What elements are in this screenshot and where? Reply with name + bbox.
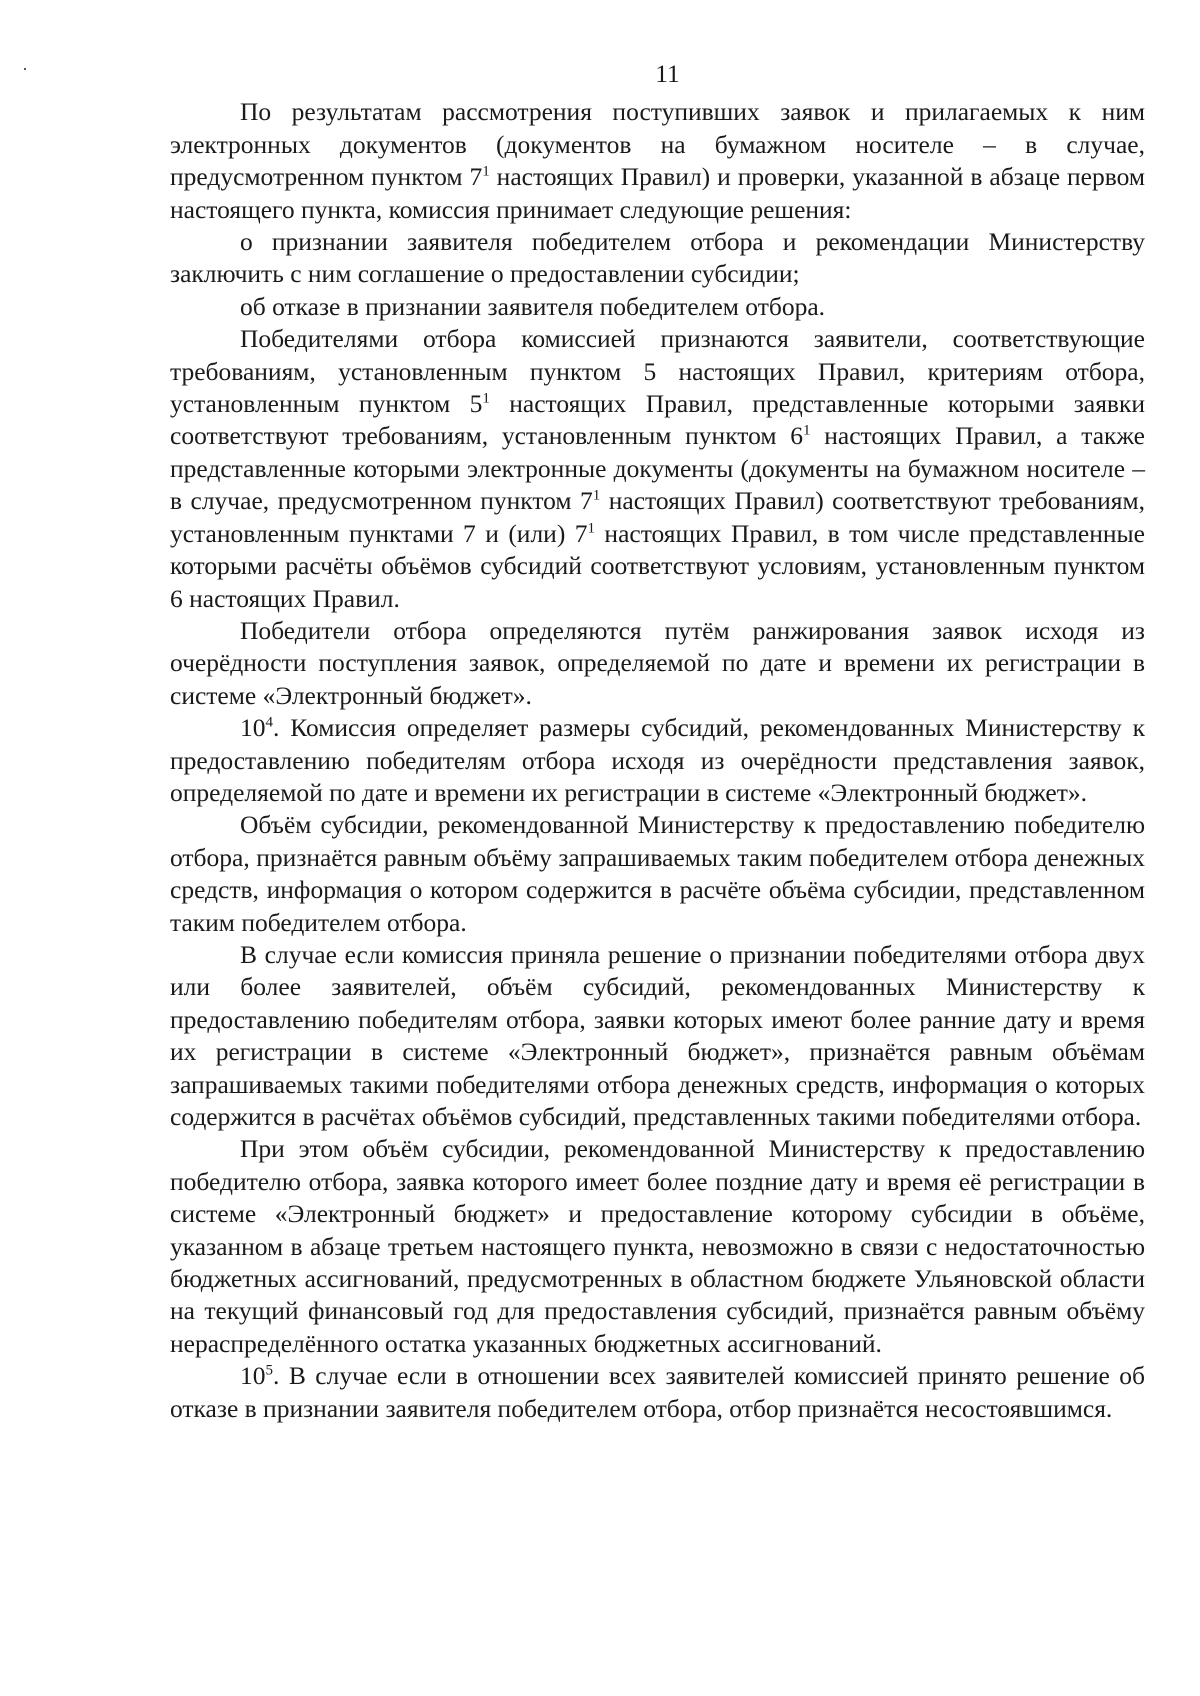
scan-speck: [24, 68, 26, 70]
paragraph-winners-criteria: Победителями отбора комиссией признаются заявители, соответствующие требованиям, установленным пунктом 5 настоящих Правил, критериям отбора, установленным пунктом $5^1$ настоящих Правил, представленные которыми заявки соответствуют требованиям, установленным пунктом $6^1$ настоящих Правил, а также представленные которыми электронные документы (документы на бумажном носителе – в случае, предусмотренном пунктом $7^1$ настоящих Правил) соответствуют требованиям, установленным пунктами 7 и (или) $7^1$ настоящих Правил, в том числе представленные которыми расчёты объёмов субсидий соответствуют условиям, установленным пунктом 6 настоящих Правил.: [170, 324, 1145, 613]
page-number: 11: [655, 59, 680, 88]
paragraph-review-results: По результатам рассмотрения поступивших заявок и прилагаемых к ним электронных документов (документов на бумажном носителе – в случае, предусмотренном пунктом $7^1$ настоящих Правил) и проверки, указанной в абзаце первом настоящего пункта, комиссия принимает следующие решения:: [170, 97, 1145, 224]
document-page: [170, 58, 1145, 1425]
paragraph-later-winner: При этом объём субсидии, рекомендованной Министерству к предоставлению победителю отбора, заявка которого имеет более поздние дату и время её регистрации в системе «Электронный бюджет» и предоставление которому субсидии в объёме, указанном в абзаце третьем настоящего пункта, невозможно в связи с недостаточностью бюджетных ассигнований, предусмотренных в областном бюджете Ульяновской области на текущий финансовый год для предоставления субсидий, признаётся равным объёму нераспределённого остатка указанных бюджетных ассигнований.: [170, 1134, 1145, 1358]
paragraph-clause-10-4: $10^4$. Комиссия определяет размеры субсидий, рекомендованных Министерству к предоставлению победителям отбора исходя из очерёдности представления заявок, определяемой по дате и времени их регистрации в системе «Электронный бюджет».: [170, 713, 1145, 807]
paragraph-ranking: Победители отбора определяются путём ранжирования заявок исходя из очерёдности поступления заявок, определяемой по дате и времени их регистрации в системе «Электронный бюджет».: [170, 615, 1145, 710]
paragraph-multiple-winners: В случае если комиссия приняла решение о признании победителями отбора двух или более заявителей, объём субсидий, рекомендованных Министерству к предоставлению победителям отбора, заявки которых имеют более ранние дату и время их регистрации в системе «Электронный бюджет», признаётся равным объёмам запрашиваемых такими победителями отбора денежных средств, информация о которых содержится в расчётах объёмов субсидий, представленных такими победителями отбора.: [170, 939, 1145, 1131]
paragraph-clause-10-5: $10^5$. В случае если в отношении всех заявителей комиссией принято решение об отказе в признании заявителя победителем отбора, отбор признаётся несостоявшимся.: [170, 1361, 1145, 1423]
paragraph-subsidy-volume: Объём субсидии, рекомендованной Министерству к предоставлению победителю отбора, признаётся равным объёму запрашиваемых таким победителем отбора денежных средств, информация о котором содержится в расчёте объёма субсидии, представленном таким победителем отбора.: [170, 810, 1145, 937]
paragraph-decision-winner: о признании заявителя победителем отбора и рекомендации Министерству заключить с ним соглашение о предоставлении субсидии;: [170, 227, 1145, 289]
paragraph-decision-refusal: об отказе в признании заявителя победителем отбора.: [240, 291, 826, 321]
